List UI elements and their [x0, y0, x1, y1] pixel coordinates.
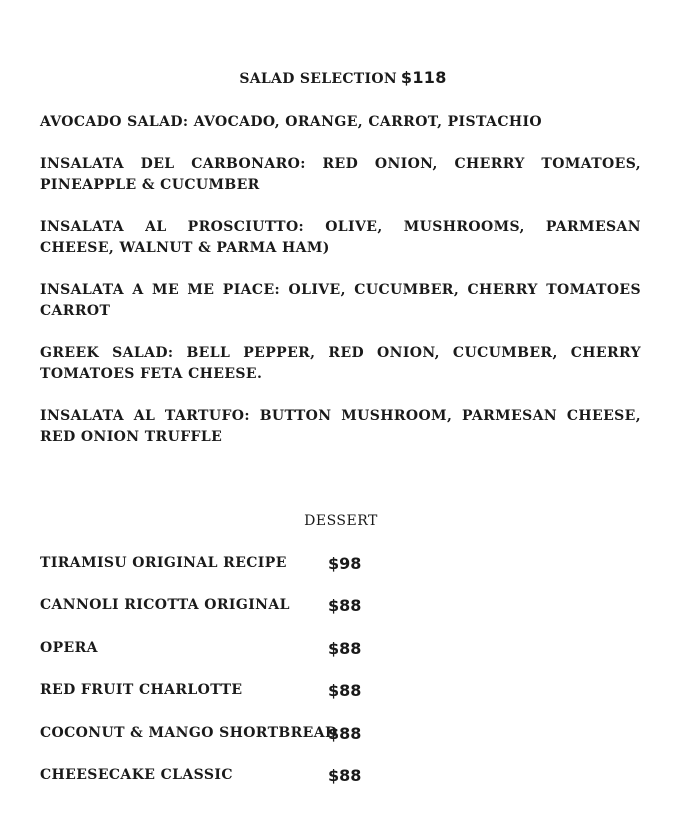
dessert-item-cannoli: [40, 597, 640, 639]
dessert-list: [40, 555, 640, 809]
dessert-item-cheesecake: [40, 767, 640, 809]
dessert-item-opera: [40, 640, 640, 682]
salad-item-greek: GREEK SALAD: BELL PEPPER, RED ONION, CUCUMBER, CHERRY TOMATOES FETA CHEESE.: [40, 345, 641, 382]
dessert-item-tiramisu: [40, 555, 640, 597]
dessert-name: OPERA: [40, 639, 98, 656]
dessert-price: $88: [328, 638, 362, 658]
dessert-price: $88: [328, 681, 362, 701]
salad-item-prosciutto: INSALATA AL PROSCIUTTO: OLIVE, MUSHROOMS, PARMESAN CHEESE, WALNUT & PARMA HAM): [40, 219, 641, 256]
salad-item-tartufo: INSALATA AL TARTUFO: BUTTON MUSHROOM, PARMESAN CHEESE, RED ONION TRUFFLE: [40, 408, 641, 445]
salad-item-avocado: AVOCADO SALAD: AVOCADO, ORANGE, CARROT, PISTACHIO: [40, 114, 543, 130]
salad-item-me-piace: INSALATA A ME ME PIACE: OLIVE, CUCUMBER, CHERRY TOMATOES CARROT: [40, 282, 641, 319]
dessert-name: RED FRUIT CHARLOTTE: [40, 682, 243, 699]
dessert-name: CHEESECAKE CLASSIC: [40, 766, 233, 783]
dessert-name: TIRAMISU ORIGINAL RECIPE: [40, 555, 287, 571]
salad-section-price: $118: [400, 68, 447, 87]
dessert-item-shortbread: [40, 725, 640, 767]
salad-title-text: SALAD SELECTION: [239, 71, 397, 87]
dessert-price: $88: [328, 765, 362, 785]
dessert-item-charlotte: [40, 682, 640, 724]
dessert-name: COCONUT & MANGO SHORTBREAD: [40, 724, 338, 741]
salad-item-carbonaro: INSALATA DEL CARBONARO: RED ONION, CHERRY TOMATOES, PINEAPPLE & CUCUMBER: [40, 156, 641, 193]
salad-list: [40, 112, 641, 469]
dessert-price: $98: [328, 554, 362, 573]
salad-section-title: [0, 68, 686, 87]
dessert-price: $88: [328, 723, 362, 743]
dessert-section-title: DESSERT: [304, 513, 378, 529]
dessert-price: $88: [328, 596, 362, 616]
dessert-name: CANNOLI RICOTTA ORIGINAL: [40, 597, 290, 614]
